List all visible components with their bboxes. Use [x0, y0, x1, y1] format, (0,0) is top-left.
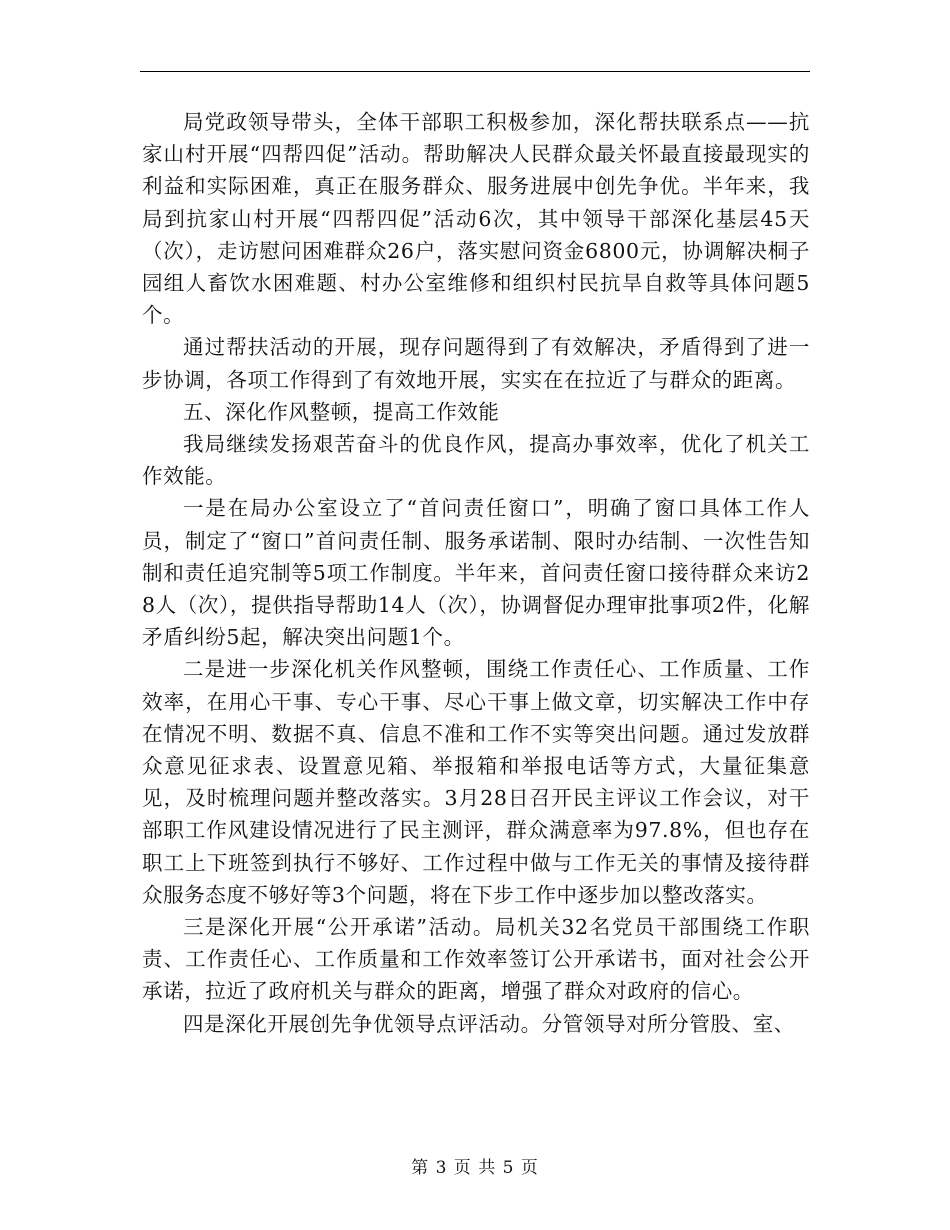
document-body [142, 106, 810, 1040]
paragraph-item-one: 一是在局办公室设立了“首问责任窗口”，明确了窗口具体工作人员，制定了“窗口”首问责任制、服务承诺制、限时办结制、一次性告知制和责任追究制等5项工作制度。半年来，首问责任窗口接待群众来访28人（次），提供指导帮助14人（次），协调督促办理审批事项2件，化解矛盾纠纷5起，解决突出问题1个。 [142, 496, 810, 650]
header-rule [140, 71, 810, 72]
paragraph-item-four: 四是深化开展创先争优领导点评活动。分管领导对所分管股、室、 [183, 1011, 795, 1036]
paragraph-item-three: 三是深化开展“公开承诺”活动。局机关32名党员干部围绕工作职责、工作责任心、工作质量和工作效率签订公开承诺书，面对社会公开承诺，拉近了政府机关与群众的距离，增强了群众对政府的信心。 [142, 915, 810, 1004]
section-heading: 五、深化作风整顿，提高工作效能 [183, 399, 500, 424]
paragraph-aid-result: 通过帮扶活动的开展，现存问题得到了有效解决，矛盾得到了进一步协调，各项工作得到了有效地开展，实实在在拉近了与群众的距离。 [142, 335, 810, 392]
paragraph-item-two: 二是进一步深化机关作风整顿，围绕工作责任心、工作质量、工作效率，在用心干事、专心干事、尽心干事上做文章，切实解决工作中存在情况不明、数据不真、信息不准和工作不实等突出问题。通过发放群众意见征求表、设置意见箱、举报箱和举报电话等方式，大量征集意见，及时梳理问题并整改落实。3月28日召开民主评议工作会议，对干部职工作风建设情况进行了民主测评，群众满意率为97.8%，但也存在职工上下班签到执行不够好、工作过程中做与工作无关的事情及接待群众服务态度不够好等3个问题，将在下步工作中逐步加以整改落实。 [142, 657, 810, 907]
paragraph-poverty-aid: 局党政领导带头，全体干部职工积极参加，深化帮扶联系点——抗家山村开展“四帮四促”活动。帮助解决人民群众最关怀最直接最现实的利益和实际困难，真正在服务群众、服务进展中创先争优。半年来，我局到抗家山村开展“四帮四促”活动6次，其中领导干部深化基层45天（次），走访慰问困难群众26户，落实慰问资金6800元，协调解决桐子园组人畜饮水困难题、村办公室维修和组织村民抗旱自救等具体问题5个。 [142, 110, 810, 328]
page-footer: 第 3 页 共 5 页 [411, 1158, 539, 1178]
paragraph-section-intro: 我局继续发扬艰苦奋斗的优良作风，提高办事效率，优化了机关工作效能。 [142, 432, 810, 489]
